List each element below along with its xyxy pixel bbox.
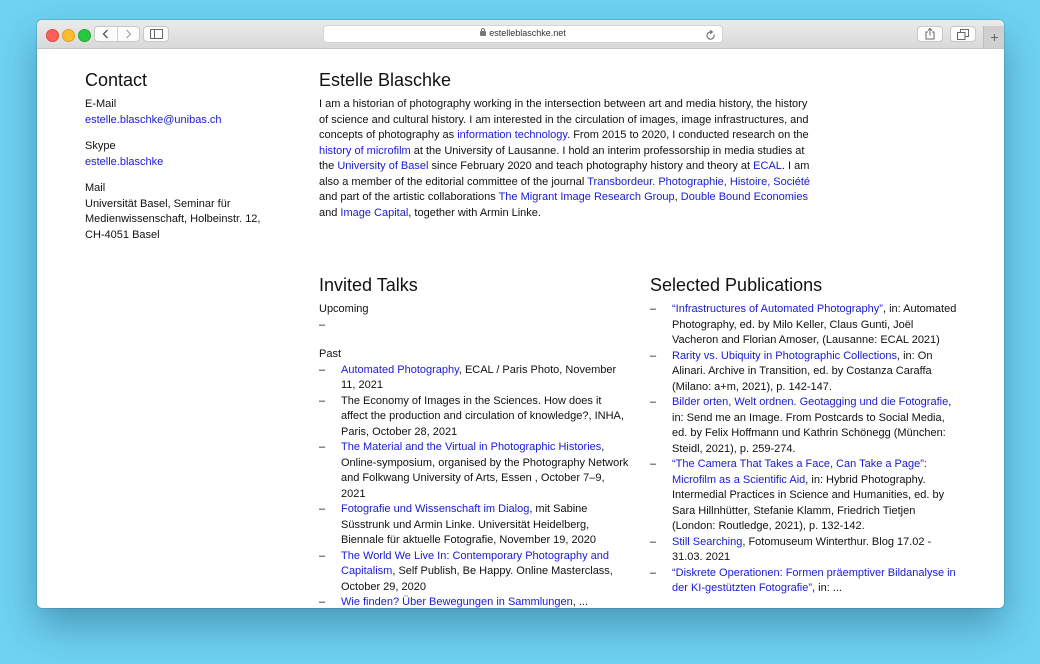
publication-text: , Fotomuseum Winterthur. Blog 17.02 - 31.03. 2021 [672,535,932,563]
bio-text: at the University of Lausanne. I hold an interim professorship in media studies at the [319,144,805,172]
list-item [319,440,629,502]
tabs-icon [957,29,969,40]
talk-text: The Economy of Images in the Sciences. How does it affect the production and circulation of knowledge?, INHA, Paris, October 28, 2021 [341,394,624,438]
publication-link[interactable]: Still Searching [672,535,743,548]
page-title: Estelle Blaschke [319,70,452,90]
back-button[interactable] [95,27,117,41]
talk-link[interactable]: The Material and the Virtual in Photographic Histories [341,441,602,453]
bio-text: since February 2020 and teach photography history and theory at [428,160,754,172]
list-item [319,502,629,549]
past-label: Past [319,348,342,360]
publication-text: , in: ... [812,582,842,594]
publications-section [650,274,960,597]
bio-text: . I am also a member of the editorial committee of the journal [319,160,810,188]
publication-text: , in: On Alinari. Archive in Transition, ed. by Costanza Caraffa (Milano: a+m, 2021), p. 142-147. [672,349,933,393]
mail-line: CH-4051 Basel [85,228,160,241]
forward-icon [125,29,132,39]
dash-bullet: – [319,363,326,376]
email-label: E-Mail [85,98,117,110]
navigation-buttons [94,26,140,42]
publication-link[interactable]: Bilder orten, Welt ordnen. Geotagging und die Fotografie [672,396,949,408]
publication-link[interactable]: “Infrastructures of Automated Photography” [672,303,883,315]
minimize-window-button[interactable] [62,29,75,42]
title-bar [37,20,1004,49]
bio-text: and [319,206,341,219]
list-item [650,302,960,349]
email-block [85,97,300,128]
bio-text: I am a historian of photography working in the intersection between art and media history, the history of science and cultural history. I am interested in the circulation of images, image infrastructures, and concepts of photography as [319,98,809,141]
dash-bullet: – [650,535,657,548]
sidebar-toggle-button[interactable] [143,26,169,42]
spacer [319,333,629,347]
migrant-image-link[interactable]: The Migrant Image Research Group [498,191,675,203]
new-tab-button[interactable] [983,26,1004,48]
bio-text: . From 2015 to 2020, I conducted research on the [567,129,809,141]
transbordeur-link[interactable]: Transbordeur. Photographie, Histoire, Société [587,175,810,188]
dash-bullet: – [319,596,326,608]
skype-block [85,139,300,170]
list-item [319,595,629,608]
mail-line: Medienwissenschaft, Holbeinstr. 12, [85,213,261,225]
publication-text: , in: Send me an Image. From Postcards to Social Media, ed. by Felix Hoffmann und Kathrin Schönegg (München: Steidl, 2021), p. 259-274. [672,396,952,455]
list-item [650,457,960,535]
share-icon [925,28,935,40]
dash-bullet: – [319,503,326,515]
browser-window [37,20,1004,608]
contact-section [85,69,300,254]
talk-link[interactable]: The World We Live In: Contemporary Photography and Capitalism [341,549,610,577]
publication-link[interactable]: “The Camera That Takes a Face, Can Take a Page”: Microfilm as a Scientific Aid [672,458,927,486]
bio-text: , together with Armin Linke. [408,206,541,219]
url-text: estelleblaschke.net [489,28,566,38]
list-item [319,549,629,596]
lock-icon [480,31,486,36]
talks-list [319,363,629,609]
publication-link[interactable]: Rarity vs. Ubiquity in Photographic Collections [672,349,897,362]
mail-block [85,181,300,243]
list-item [319,363,629,394]
bio-paragraph [319,97,811,221]
skype-link[interactable]: estelle.blaschke [85,155,164,168]
talk-link[interactable]: Fotografie und Wissenschaft im Dialog [341,503,530,515]
publications-list [650,302,960,597]
address-text-wrap [324,28,722,38]
reload-icon [706,30,716,41]
talk-text: , mit Sabine Süsstrunk und Armin Linke. Universität Heidelberg, Biennale für aktuelle Fotografie, November 19, 2020 [341,503,596,546]
upcoming-value: – [319,318,326,331]
information-technology-link[interactable]: information technology [457,129,568,141]
publication-link[interactable]: “Diskrete Operationen: Formen präemptiver Bildanalyse in der KI-gestützten Fotografie” [672,566,956,594]
share-button[interactable] [917,26,943,42]
talk-text: , ECAL / Paris Photo, November 11, 2021 [341,363,617,391]
talk-link[interactable]: Automated Photography [341,363,459,376]
dash-bullet: – [650,349,657,362]
sidebar-icon [150,29,163,39]
show-tabs-button[interactable] [950,26,976,42]
list-item [650,395,960,457]
university-of-basel-link[interactable]: University of Basel [337,160,429,172]
dash-bullet: – [319,549,326,562]
dash-bullet: – [319,394,326,407]
mail-label: Mail [85,182,106,194]
dash-bullet: – [650,303,657,315]
upcoming-label: Upcoming [319,303,369,315]
invited-talks-section [319,274,629,608]
talks-heading: Invited Talks [319,275,418,295]
dash-bullet: – [650,458,657,470]
plus-icon: + [990,29,999,45]
page-content [37,49,1004,608]
publication-text: , in: Automated Photography, ed. by Milo Keller, Claus Gunti, Joël Vacheron and Florian Amoser, (Lausanne: ECAL 2021) [672,303,957,346]
publications-heading: Selected Publications [650,275,823,295]
ecal-link[interactable]: ECAL [753,160,782,172]
forward-button[interactable] [118,27,140,41]
reload-button[interactable] [706,28,716,46]
dash-bullet: – [650,566,657,579]
bio-section [319,69,811,221]
double-bound-economies-link[interactable]: Double Bound Economies [680,191,808,203]
dash-bullet: – [319,441,326,453]
talk-link[interactable]: Wie finden? Über Bewegungen in Sammlungen [341,596,573,608]
address-bar[interactable] [323,25,723,43]
bio-text: and part of the artistic collaborations [319,191,499,203]
history-of-microfilm-link[interactable]: history of microfilm [319,144,411,157]
publication-text: , in: Hybrid Photography. Intermedial Practices in Science and Humanities, ed. by Sara Hillnhütter, Stefanie Klamm, Friedrich Tietjen (London: Routledge, 2021), p. 132-142. [672,473,945,532]
dash-bullet: – [650,396,657,408]
list-item [650,349,960,396]
close-window-button[interactable] [46,29,59,42]
contact-heading: Contact [85,70,148,90]
list-item [319,394,629,441]
back-icon [102,29,109,39]
image-capital-link[interactable]: Image Capital [340,206,409,219]
bio-text: , [674,191,681,203]
talk-text: , Online-symposium, organised by the Photography Network and Folkwang University of Arts, Essen , October 7–9, 2021 [341,441,629,500]
zoom-window-button[interactable] [78,29,91,42]
skype-label: Skype [85,140,116,152]
talk-text: , ... [572,596,589,608]
list-item [650,566,960,597]
mail-line: Universität Basel, Seminar für [85,197,231,210]
list-item [650,535,960,566]
email-link[interactable]: estelle.blaschke@unibas.ch [85,113,222,126]
talk-text: , Self Publish, Be Happy. Online Masterclass, October 29, 2020 [341,565,613,593]
